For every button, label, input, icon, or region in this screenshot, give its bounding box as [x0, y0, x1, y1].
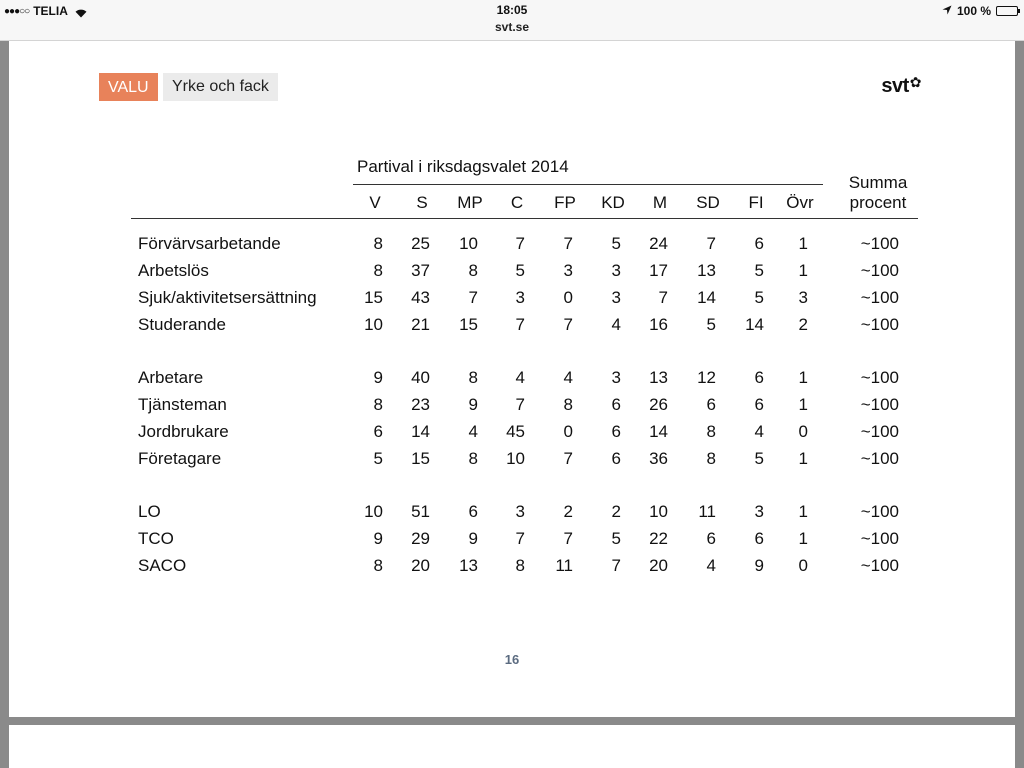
table-cell: 13: [697, 261, 716, 280]
table-cell: 7: [563, 234, 573, 253]
carrier-name: TELIA: [33, 4, 68, 18]
table-cell: 10: [459, 234, 478, 253]
table-cell: 7: [563, 315, 573, 334]
table-cell: 7: [658, 288, 668, 307]
column-header: Övr: [786, 193, 814, 212]
table-row: [9, 288, 1015, 312]
table-cell: 8: [468, 449, 478, 468]
row-sum: ~100: [860, 556, 899, 575]
table-cell: 3: [611, 288, 621, 307]
table-cell: 6: [706, 529, 716, 548]
table-cell: 10: [364, 315, 383, 334]
ios-status-bar: [0, 0, 1024, 41]
row-label: TCO: [138, 529, 174, 548]
row-label: Förvärvsarbetande: [138, 234, 281, 253]
sum-column-header: [835, 173, 921, 213]
column-header: S: [416, 193, 428, 212]
table-cell: 4: [515, 368, 525, 387]
column-header: FP: [554, 193, 576, 212]
table-cell: 14: [411, 422, 430, 441]
row-sum: ~100: [860, 502, 899, 521]
table-cell: 17: [649, 261, 668, 280]
table-cell: 0: [798, 422, 808, 441]
table-cell: 6: [706, 395, 716, 414]
row-label: Arbetare: [138, 368, 204, 387]
table-cell: 5: [706, 315, 716, 334]
table-cell: 15: [411, 449, 430, 468]
table-row: [9, 422, 1015, 446]
column-header: V: [369, 193, 381, 212]
table-cell: 8: [706, 422, 716, 441]
table-cell: 4: [754, 422, 764, 441]
sum-header-line1: Summa: [848, 173, 908, 192]
column-header: C: [510, 193, 524, 212]
table-cell: 40: [411, 368, 430, 387]
table-cell: 10: [364, 502, 383, 521]
table-cell: 21: [411, 315, 430, 334]
table-cell: 5: [754, 449, 764, 468]
table-group-title: Partival i riksdagsvalet 2014: [357, 157, 569, 176]
signal-strength-icon: ●●●○○: [4, 5, 30, 17]
table-cell: 1: [798, 449, 808, 468]
table-cell: 25: [411, 234, 430, 253]
table-cell: 23: [411, 395, 430, 414]
table-cell: 3: [611, 368, 621, 387]
table-cell: 37: [411, 261, 430, 280]
row-sum: ~100: [860, 234, 899, 253]
table-cell: 14: [697, 288, 716, 307]
column-header: MP: [457, 193, 483, 212]
table-cell: 9: [754, 556, 764, 575]
table-cell: 14: [745, 315, 764, 334]
table-cell: 11: [555, 556, 573, 575]
table-cell: 3: [515, 502, 525, 521]
row-sum: ~100: [860, 288, 899, 307]
table-row: [9, 529, 1015, 553]
table-row: [9, 368, 1015, 392]
header-divider: [131, 218, 918, 219]
row-sum: ~100: [860, 395, 899, 414]
table-row: [9, 395, 1015, 419]
table-cell: 15: [459, 315, 478, 334]
table-cell: 1: [798, 261, 808, 280]
page-number: 16: [504, 652, 520, 667]
table-cell: 45: [506, 422, 525, 441]
table-cell: 4: [611, 315, 621, 334]
table-cell: 7: [515, 529, 525, 548]
table-row: [9, 449, 1015, 473]
table-cell: 4: [468, 422, 478, 441]
table-cell: 26: [649, 395, 668, 414]
table-cell: 1: [798, 502, 808, 521]
table-cell: 7: [515, 315, 525, 334]
topic-tag: Yrke och fack: [163, 73, 278, 101]
column-header: SD: [696, 193, 720, 212]
table-cell: 9: [373, 368, 383, 387]
table-cell: 8: [373, 261, 383, 280]
table-cell: 20: [649, 556, 668, 575]
row-label: Arbetslös: [138, 261, 209, 280]
table-cell: 10: [649, 502, 668, 521]
table-row: [9, 556, 1015, 580]
table-cell: 16: [649, 315, 668, 334]
row-label: SACO: [138, 556, 187, 575]
table-cell: 7: [563, 529, 573, 548]
table-cell: 8: [706, 449, 716, 468]
table-cell: 6: [611, 422, 621, 441]
table-cell: 7: [563, 449, 573, 468]
clock: 18:05: [496, 3, 528, 17]
table-cell: 6: [754, 234, 764, 253]
table-cell: 4: [563, 368, 573, 387]
row-label: LO: [138, 502, 161, 521]
row-sum: ~100: [860, 261, 899, 280]
table-cell: 14: [649, 422, 668, 441]
table-cell: 5: [515, 261, 525, 280]
table-cell: 8: [468, 261, 478, 280]
table-cell: 2: [611, 502, 621, 521]
row-label: Sjuk/aktivitetsersättning: [138, 288, 317, 307]
table-row: [9, 502, 1015, 526]
table-cell: 8: [373, 234, 383, 253]
table-cell: 15: [364, 288, 383, 307]
table-cell: 5: [611, 234, 621, 253]
column-header: M: [652, 193, 668, 212]
row-sum: ~100: [860, 315, 899, 334]
svt-flower-icon: ✿: [909, 74, 921, 90]
table-cell: 0: [798, 556, 808, 575]
table-cell: 6: [754, 395, 764, 414]
row-sum: ~100: [860, 449, 899, 468]
row-sum: ~100: [860, 422, 899, 441]
table-cell: 1: [798, 395, 808, 414]
table-cell: 9: [468, 529, 478, 548]
table-cell: 3: [754, 502, 764, 521]
table-cell: 5: [754, 261, 764, 280]
status-right: [942, 4, 1018, 18]
table-cell: 9: [373, 529, 383, 548]
table-cell: 4: [706, 556, 716, 575]
valu-tag: VALU: [99, 73, 158, 101]
table-cell: 9: [468, 395, 478, 414]
table-cell: 8: [515, 556, 525, 575]
document-page: [9, 41, 1015, 717]
table-cell: 6: [754, 529, 764, 548]
row-sum: ~100: [860, 529, 899, 548]
table-cell: 7: [611, 556, 621, 575]
table-cell: 13: [459, 556, 478, 575]
table-cell: 2: [798, 315, 808, 334]
table-cell: 29: [411, 529, 430, 548]
battery-icon: [996, 6, 1018, 16]
row-label: Jordbrukare: [138, 422, 229, 441]
table-cell: 20: [411, 556, 430, 575]
table-cell: 5: [611, 529, 621, 548]
table-cell: 5: [373, 449, 383, 468]
row-label: Företagare: [138, 449, 222, 468]
next-page: [9, 725, 1015, 768]
table-cell: 13: [649, 368, 668, 387]
row-label: Tjänsteman: [138, 395, 227, 414]
table-cell: 51: [411, 502, 430, 521]
table-cell: 8: [373, 556, 383, 575]
table-cell: 10: [506, 449, 525, 468]
table-row: [9, 315, 1015, 339]
table-cell: 43: [411, 288, 430, 307]
table-cell: 0: [563, 288, 573, 307]
table-cell: 1: [798, 368, 808, 387]
location-arrow-icon: [942, 4, 952, 18]
table-cell: 6: [373, 422, 383, 441]
table-cell: 0: [563, 422, 573, 441]
table-cell: 7: [515, 234, 525, 253]
column-header: KD: [601, 193, 625, 212]
table-cell: 8: [373, 395, 383, 414]
table-cell: 5: [754, 288, 764, 307]
table-cell: 8: [468, 368, 478, 387]
table-row: [9, 234, 1015, 258]
table-cell: 6: [611, 395, 621, 414]
table-cell: 6: [754, 368, 764, 387]
table-cell: 36: [649, 449, 668, 468]
group-divider: [353, 184, 823, 185]
table-cell: 6: [468, 502, 478, 521]
table-cell: 3: [563, 261, 573, 280]
table-cell: 3: [611, 261, 621, 280]
address-bar[interactable]: svt.se: [494, 20, 530, 34]
svt-logo: [881, 75, 921, 98]
row-sum: ~100: [860, 368, 899, 387]
table-cell: 7: [468, 288, 478, 307]
table-cell: 8: [563, 395, 573, 414]
table-cell: 3: [798, 288, 808, 307]
table-cell: 3: [515, 288, 525, 307]
table-cell: 7: [706, 234, 716, 253]
table-cell: 12: [697, 368, 716, 387]
logo-text: svt: [881, 75, 909, 97]
table-cell: 24: [649, 234, 668, 253]
table-cell: 1: [798, 529, 808, 548]
battery-percentage: 100 %: [956, 4, 991, 18]
column-header: FI: [748, 193, 764, 212]
sum-header-line2: procent: [849, 193, 907, 212]
table-row: [9, 261, 1015, 285]
table-cell: 1: [798, 234, 808, 253]
table-cell: 11: [698, 502, 716, 521]
table-cell: 7: [515, 395, 525, 414]
table-cell: 6: [611, 449, 621, 468]
row-label: Studerande: [138, 315, 226, 334]
table-cell: 2: [563, 502, 573, 521]
table-cell: 22: [649, 529, 668, 548]
